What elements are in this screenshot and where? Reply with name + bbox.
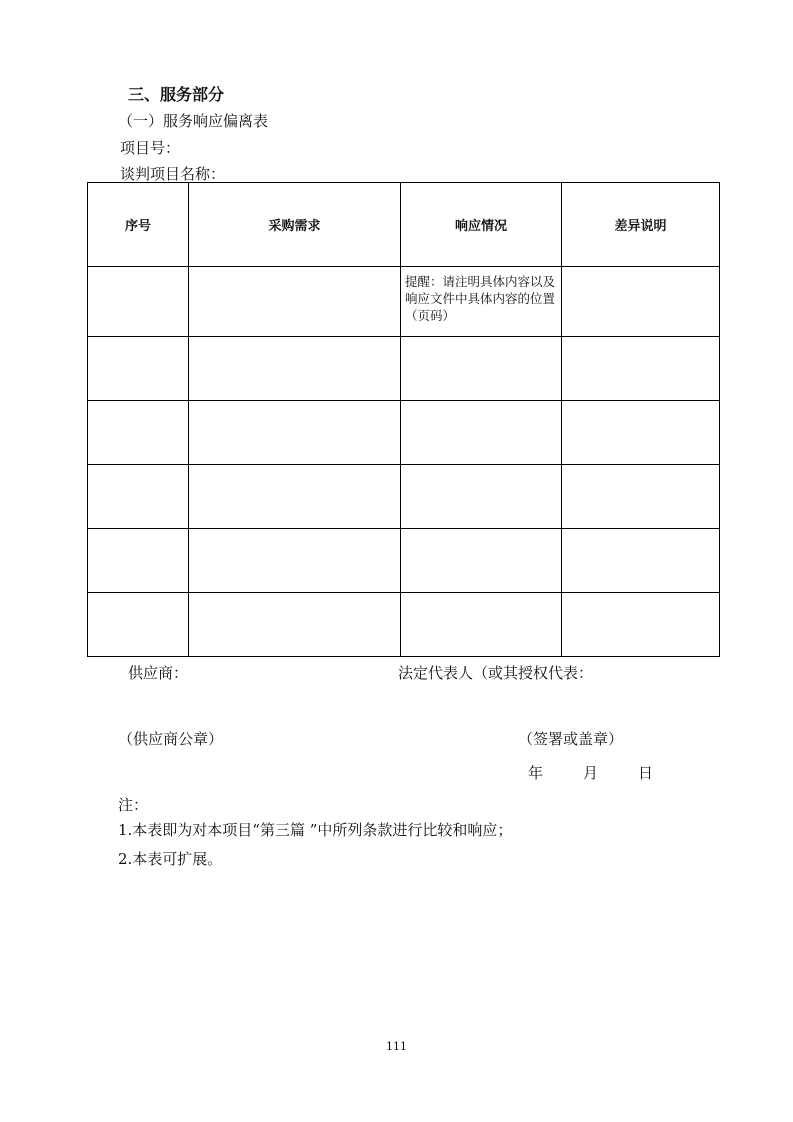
table-cell[interactable] bbox=[88, 401, 189, 465]
table-cell[interactable] bbox=[88, 529, 189, 593]
supplier-seal-label: （供应商公章） bbox=[118, 730, 224, 748]
table-cell[interactable] bbox=[562, 593, 720, 657]
response-reminder-note[interactable]: 提醒：请注明具体内容以及响应文件中具体内容的位置（页码） bbox=[401, 267, 562, 337]
table-cell[interactable] bbox=[562, 529, 720, 593]
table-cell[interactable] bbox=[562, 401, 720, 465]
note-item: 1.本表即为对本项目“第三篇 ”中所列条款进行比较和响应； bbox=[118, 821, 513, 839]
project-number-label: 项目号： bbox=[120, 139, 181, 157]
header-response-status: 响应情况 bbox=[401, 183, 562, 267]
table-cell[interactable] bbox=[401, 465, 562, 529]
table-cell[interactable] bbox=[88, 267, 189, 337]
table-cell[interactable] bbox=[189, 337, 401, 401]
notes-label: 注： bbox=[118, 796, 149, 814]
table-subtitle: （一）服务响应偏离表 bbox=[118, 112, 269, 130]
table-cell[interactable] bbox=[189, 465, 401, 529]
table-cell[interactable] bbox=[562, 465, 720, 529]
note-item: 2.本表可扩展。 bbox=[118, 850, 223, 868]
date-year-label: 年 bbox=[528, 764, 544, 782]
header-procurement-requirement: 采购需求 bbox=[189, 183, 401, 267]
header-deviation-description: 差异说明 bbox=[562, 183, 720, 267]
table-cell[interactable] bbox=[88, 465, 189, 529]
table-row bbox=[88, 465, 720, 529]
header-serial-no: 序号 bbox=[88, 183, 189, 267]
table-cell[interactable] bbox=[88, 593, 189, 657]
table-cell[interactable] bbox=[401, 529, 562, 593]
date-day-label: 日 bbox=[638, 764, 654, 782]
table-row bbox=[88, 593, 720, 657]
table-header-row bbox=[88, 183, 720, 267]
table-row bbox=[88, 529, 720, 593]
table-cell[interactable] bbox=[401, 593, 562, 657]
table-row bbox=[88, 401, 720, 465]
legal-representative-label: 法定代表人（或其授权代表： bbox=[398, 664, 594, 682]
sign-or-seal-label: （签署或盖章） bbox=[518, 730, 624, 748]
table-row bbox=[88, 267, 720, 337]
table-cell[interactable] bbox=[189, 401, 401, 465]
table-cell[interactable] bbox=[88, 337, 189, 401]
table-cell[interactable] bbox=[562, 337, 720, 401]
page-number: 111 bbox=[386, 1040, 407, 1053]
date-month-label: 月 bbox=[583, 764, 599, 782]
service-deviation-table bbox=[87, 182, 720, 657]
table-cell[interactable] bbox=[189, 529, 401, 593]
table-row bbox=[88, 337, 720, 401]
table-cell[interactable] bbox=[562, 267, 720, 337]
section-title: 三、服务部分 bbox=[128, 85, 225, 104]
supplier-label: 供应商： bbox=[128, 664, 189, 682]
table-cell[interactable] bbox=[189, 593, 401, 657]
table-cell[interactable] bbox=[401, 401, 562, 465]
project-name-label: 谈判项目名称： bbox=[120, 165, 226, 183]
table-cell[interactable] bbox=[189, 267, 401, 337]
table-cell[interactable] bbox=[401, 337, 562, 401]
